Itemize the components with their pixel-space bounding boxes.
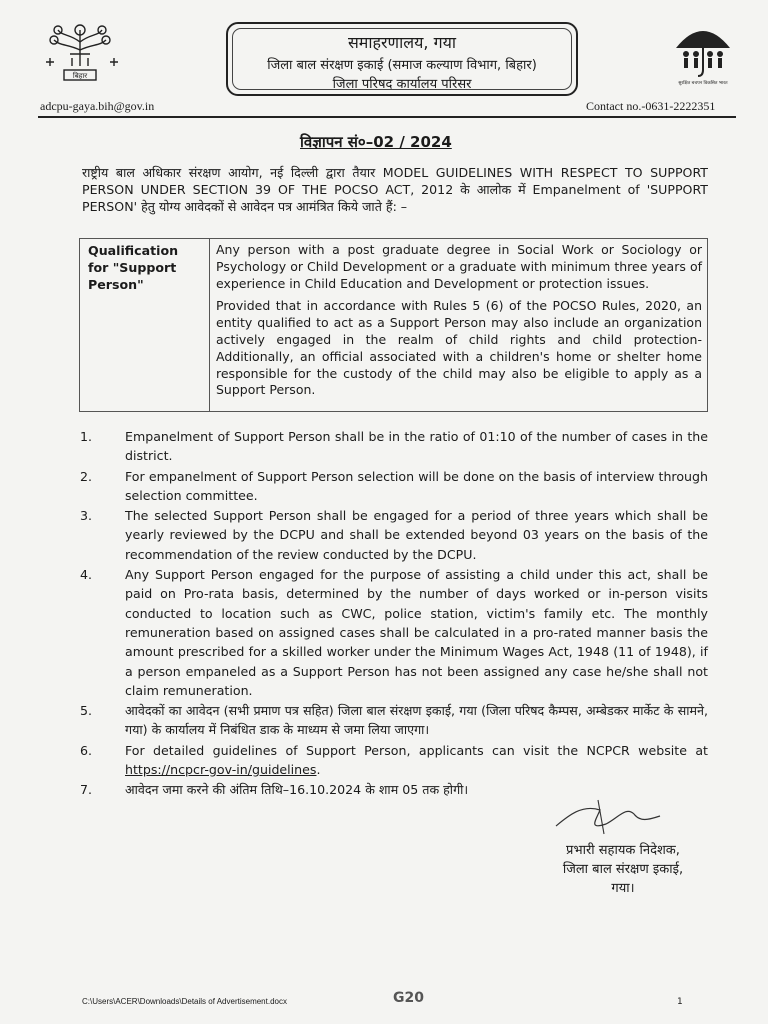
signatory-block — [548, 841, 698, 898]
child-protection-logo — [668, 10, 738, 90]
list-item-number: 6. — [80, 742, 93, 758]
list-item — [78, 701, 708, 740]
list-item-number: 5. — [80, 703, 93, 719]
list-item-text: आवेदन जमा करने की अंतिम तिथि–16.10.2024 के शाम 05 तक होगी। — [125, 782, 469, 798]
qualification-table — [79, 238, 708, 412]
unit-line: जिला बाल संरक्षण इकाई (समाज कल्याण विभाग, बिहार) — [267, 58, 537, 73]
list-item-number: 7. — [80, 782, 93, 798]
list-item — [78, 565, 708, 700]
qualification-details — [216, 242, 702, 405]
office-header-box — [226, 22, 578, 96]
list-item-text: आवेदकों का आवेदन (सभी प्रमाण पत्र सहित) जिला बाल संरक्षण इकाई, गया (जिला परिषद कैम्पस, अम्बेडकर मार्केट के सामने, गया) के कार्यालय में निबंधित डाक के माध्यम से जमा लिया जाएगा। — [125, 703, 708, 738]
bihar-emblem-logo — [40, 22, 120, 92]
list-item-text: Empanelment of Support Person shall be in the ratio of 01:10 of the number of cases in the district. — [125, 429, 708, 464]
list-item-number: 4. — [80, 567, 93, 583]
advertisement-number: विज्ञापन सं०–02 / 2024 — [300, 133, 452, 151]
list-item-text: For empanelment of Support Person selection will be done on the basis of interview through selection committee. — [125, 468, 708, 503]
file-path-footer: C:\Users\ACER\Downloads\Details of Advertisement.docx — [82, 997, 287, 1006]
ncpcr-guidelines-link[interactable]: https://ncpcr-gov-in/guidelines — [125, 762, 317, 778]
left-logo-text: बिहार — [72, 72, 88, 80]
email-address: adcpu-gaya.bih@gov.in — [40, 99, 155, 113]
g20-logo: G20 — [393, 990, 424, 1006]
qualification-label: Qualification for "Support Person" — [80, 239, 210, 411]
signatory-place: गया। — [611, 881, 635, 896]
list-item — [78, 741, 708, 780]
page-number: 1 — [677, 997, 683, 1007]
campus-line: जिला परिषद कार्यालय परिसर — [332, 77, 472, 92]
list-item — [78, 506, 708, 564]
list-item-text: The selected Support Person shall be engaged for a period of three years which shall be yearly reviewed by the DCPU and shall be extended beyond 03 years on the basis of the recommendation of the review conducted by the DCPU. — [125, 508, 708, 562]
list-item-text-end: . — [316, 762, 321, 778]
intro-paragraph: राष्ट्रीय बाल अधिकार संरक्षण आयोग, नई दिल्ली द्वारा तैयार MODEL GUIDELINES WITH RESPECT TO SUPPORT PERSON UNDER SECTION 39 OF THE POCSO ACT, 2012 के आलोक में Empanelment of 'SUPPORT PERSON' हेतु योग्य आवेदकों से आवेदन पत्र आमंत्रित किये जाते हैं: – — [82, 165, 708, 214]
qualification-para-1: Any person with a post graduate degree in Social Work or Sociology or Psychology or Child Development or a graduate with minimum three years of experience in Child Education and Development or protection issues. — [216, 242, 702, 291]
signatory-designation: प्रभारी सहायक निदेशक, — [566, 843, 680, 858]
list-item-text: For detailed guidelines of Support Person, applicants can visit the NCPCR website at — [125, 742, 708, 758]
list-item-number: 1. — [80, 429, 93, 444]
header-divider — [38, 116, 736, 118]
list-item — [78, 427, 708, 466]
office-title: समाहरणालय, गया — [347, 33, 456, 52]
signature-image — [548, 796, 668, 840]
contact-number: Contact no.-0631-2222351 — [586, 99, 716, 113]
list-item-number: 2. — [80, 468, 93, 484]
list-item-number: 3. — [80, 508, 93, 524]
list-item-text: Any Support Person engaged for the purpose of assisting a child under this act, shall be paid on Pro-rata basis, determined by the number of days worked or in-person visits conducted to location such as CWC, police station, victim's family etc. The monthly remuneration based on assigned cases shall be calculated in a pro-rated manner basis the amount prescribed for a skilled worker under the Minimum Wages Act, 1948 (11 of 1948), if a person empaneled as a Support Person has not been assigned any case he/she shall not claim remuneration. — [125, 567, 708, 698]
signatory-unit: जिला बाल संरक्षण इकाई, — [562, 862, 684, 877]
list-item — [78, 467, 708, 506]
right-logo-text: सुरक्षित बचपन विकसित भारत — [678, 81, 728, 86]
conditions-list — [78, 427, 708, 801]
qualification-para-2: Provided that in accordance with Rules 5 (6) of the POCSO Rules, 2020, an entity qualified to act as a Support Person may also include an organization actively engaged in the realm of child rights and child protection-Additionally, an official associated with a children's home or shelter home responsible for the custody of the child may also be eligible to apply as a Support Person. — [216, 298, 702, 398]
